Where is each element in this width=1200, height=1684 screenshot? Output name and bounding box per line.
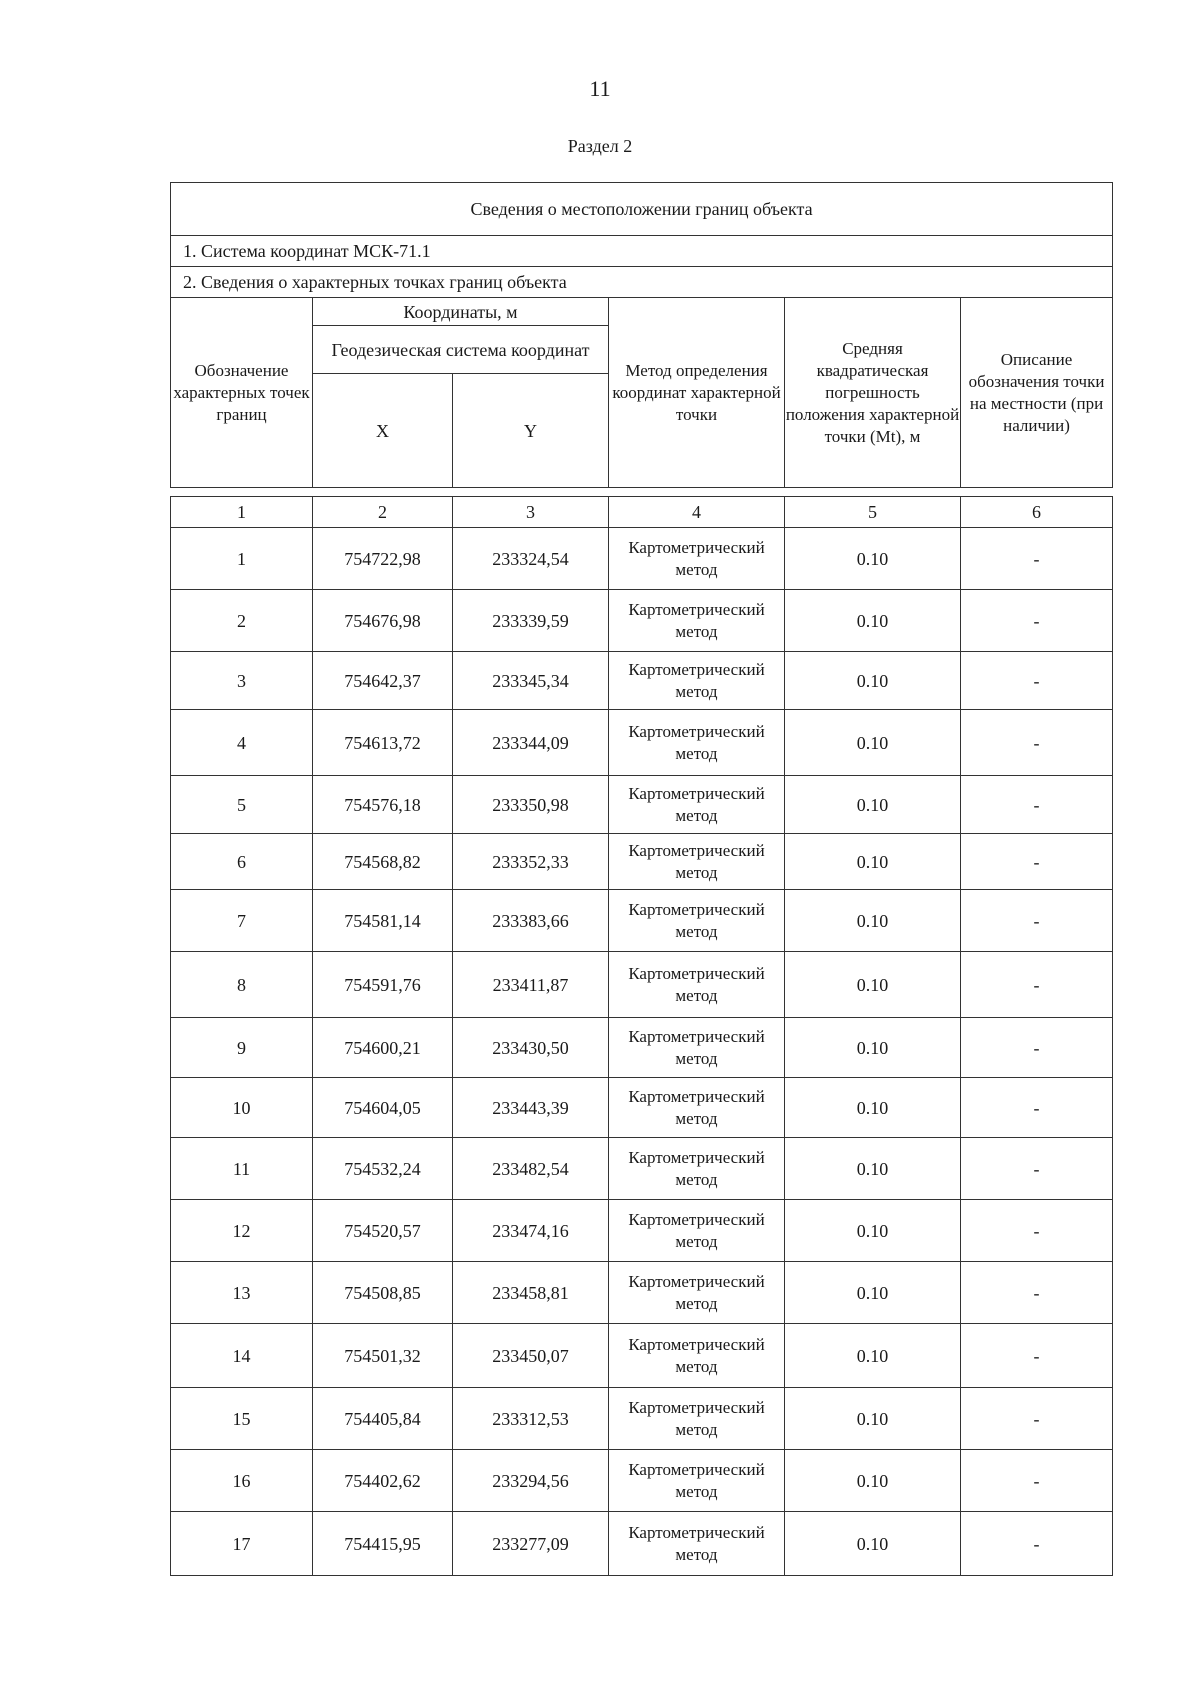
- description: -: [961, 834, 1113, 890]
- coordinate-y: 233277,09: [453, 1512, 609, 1576]
- method: Картометрический метод: [609, 652, 785, 710]
- column-number: 5: [785, 497, 961, 528]
- coordinate-y: 233474,16: [453, 1200, 609, 1262]
- coordinate-y: 233324,54: [453, 528, 609, 590]
- coordinate-x: 754591,76: [313, 952, 453, 1018]
- coordinate-x: 754576,18: [313, 776, 453, 834]
- header-accuracy: Средняя квадратическая погрешность положения характерной точки (Mt), м: [785, 298, 961, 488]
- coordinate-x: 754532,24: [313, 1138, 453, 1200]
- point-number: 13: [171, 1262, 313, 1324]
- column-number: 2: [313, 497, 453, 528]
- coordinate-y: 233482,54: [453, 1138, 609, 1200]
- coordinate-x: 754415,95: [313, 1512, 453, 1576]
- coordinate-y: 233294,56: [453, 1450, 609, 1512]
- section-title: Раздел 2: [567, 136, 633, 156]
- accuracy-value: 0.10: [785, 776, 961, 834]
- point-number: 15: [171, 1388, 313, 1450]
- table-title: Сведения о местоположении границ объекта: [171, 183, 1113, 236]
- accuracy-value: 0.10: [785, 1138, 961, 1200]
- accuracy-value: 0.10: [785, 1018, 961, 1078]
- accuracy-value: 0.10: [785, 952, 961, 1018]
- table-row: [171, 652, 1113, 710]
- method: Картометрический метод: [609, 834, 785, 890]
- description: -: [961, 590, 1113, 652]
- table-row: [171, 1262, 1113, 1324]
- coordinate-y: 233430,50: [453, 1018, 609, 1078]
- coordinate-y: 233350,98: [453, 776, 609, 834]
- description: -: [961, 1018, 1113, 1078]
- header-coordinates: Координаты, м: [313, 298, 609, 326]
- description: -: [961, 1078, 1113, 1138]
- column-number: 1: [171, 497, 313, 528]
- point-number: 3: [171, 652, 313, 710]
- coordinate-x: 754613,72: [313, 710, 453, 776]
- coordinate-y: 233345,34: [453, 652, 609, 710]
- description: -: [961, 710, 1113, 776]
- description: -: [961, 1262, 1113, 1324]
- coordinate-x: 754600,21: [313, 1018, 453, 1078]
- coordinate-y: 233458,81: [453, 1262, 609, 1324]
- coordinate-x: 754508,85: [313, 1262, 453, 1324]
- accuracy-value: 0.10: [785, 890, 961, 952]
- accuracy-value: 0.10: [785, 1450, 961, 1512]
- point-number: 7: [171, 890, 313, 952]
- table-row: [171, 1200, 1113, 1262]
- coordinate-system: 1. Система координат МСК-71.1: [171, 236, 1113, 267]
- table-row: [171, 1078, 1113, 1138]
- coordinate-x: 754676,98: [313, 590, 453, 652]
- coordinate-y: 233450,07: [453, 1324, 609, 1388]
- boundary-header-table: [170, 182, 1113, 488]
- description: -: [961, 1200, 1113, 1262]
- coordinate-x: 754722,98: [313, 528, 453, 590]
- description: -: [961, 1138, 1113, 1200]
- table-row: [171, 834, 1113, 890]
- method: Картометрический метод: [609, 890, 785, 952]
- table-row: [171, 776, 1113, 834]
- boundary-points-table: [170, 496, 1113, 1576]
- point-number: 17: [171, 1512, 313, 1576]
- header-method: Метод определения координат характерной точки: [609, 298, 785, 488]
- table-row: [171, 1388, 1113, 1450]
- accuracy-value: 0.10: [785, 1262, 961, 1324]
- point-number: 6: [171, 834, 313, 890]
- accuracy-value: 0.10: [785, 1388, 961, 1450]
- point-number: 5: [171, 776, 313, 834]
- accuracy-value: 0.10: [785, 710, 961, 776]
- coordinate-x: 754642,37: [313, 652, 453, 710]
- table-row: [171, 1324, 1113, 1388]
- method: Картометрический метод: [609, 1450, 785, 1512]
- table-row: [171, 528, 1113, 590]
- coordinate-x: 754501,32: [313, 1324, 453, 1388]
- table-row: [171, 710, 1113, 776]
- method: Картометрический метод: [609, 1200, 785, 1262]
- table-row: [171, 1450, 1113, 1512]
- accuracy-value: 0.10: [785, 1200, 961, 1262]
- point-number: 16: [171, 1450, 313, 1512]
- description: -: [961, 1388, 1113, 1450]
- description: -: [961, 890, 1113, 952]
- point-number: 2: [171, 590, 313, 652]
- method: Картометрический метод: [609, 590, 785, 652]
- method: Картометрический метод: [609, 710, 785, 776]
- accuracy-value: 0.10: [785, 1078, 961, 1138]
- description: -: [961, 776, 1113, 834]
- accuracy-value: 0.10: [785, 1512, 961, 1576]
- coordinate-y: 233339,59: [453, 590, 609, 652]
- description: -: [961, 1512, 1113, 1576]
- table-row: [171, 1138, 1113, 1200]
- method: Картометрический метод: [609, 1078, 785, 1138]
- table-row: [171, 1512, 1113, 1576]
- accuracy-value: 0.10: [785, 590, 961, 652]
- method: Картометрический метод: [609, 1018, 785, 1078]
- point-number: 10: [171, 1078, 313, 1138]
- header-point-designation: Обозначение характерных точек границ: [171, 298, 313, 488]
- coordinate-x: 754402,62: [313, 1450, 453, 1512]
- coordinate-x: 754581,14: [313, 890, 453, 952]
- point-number: 12: [171, 1200, 313, 1262]
- method: Картометрический метод: [609, 1324, 785, 1388]
- point-number: 8: [171, 952, 313, 1018]
- description: -: [961, 528, 1113, 590]
- header-y: Y: [453, 374, 609, 488]
- method: Картометрический метод: [609, 1512, 785, 1576]
- page-number: 11: [589, 76, 611, 101]
- header-description: Описание обозначения точки на местности (при наличии): [961, 298, 1113, 488]
- column-number: 4: [609, 497, 785, 528]
- coordinate-y: 233344,09: [453, 710, 609, 776]
- description: -: [961, 652, 1113, 710]
- method: Картометрический метод: [609, 528, 785, 590]
- method: Картометрический метод: [609, 1138, 785, 1200]
- point-number: 14: [171, 1324, 313, 1388]
- points-table-body: [171, 497, 1113, 1576]
- coordinate-y: 233443,39: [453, 1078, 609, 1138]
- coordinate-x: 754520,57: [313, 1200, 453, 1262]
- method: Картометрический метод: [609, 952, 785, 1018]
- table-row: [171, 1018, 1113, 1078]
- coordinate-y: 233411,87: [453, 952, 609, 1018]
- header-geodetic-system: Геодезическая система координат: [313, 326, 609, 374]
- method: Картометрический метод: [609, 1262, 785, 1324]
- description: -: [961, 1324, 1113, 1388]
- accuracy-value: 0.10: [785, 834, 961, 890]
- coordinate-x: 754604,05: [313, 1078, 453, 1138]
- coordinate-x: 754568,82: [313, 834, 453, 890]
- column-number: 3: [453, 497, 609, 528]
- description: -: [961, 1450, 1113, 1512]
- method: Картометрический метод: [609, 1388, 785, 1450]
- table-row: [171, 590, 1113, 652]
- point-number: 11: [171, 1138, 313, 1200]
- column-number: 6: [961, 497, 1113, 528]
- method: Картометрический метод: [609, 776, 785, 834]
- table-row: [171, 890, 1113, 952]
- accuracy-value: 0.10: [785, 1324, 961, 1388]
- description: -: [961, 952, 1113, 1018]
- coordinate-y: 233312,53: [453, 1388, 609, 1450]
- point-number: 4: [171, 710, 313, 776]
- column-number-row: [171, 497, 1113, 528]
- table-row: [171, 952, 1113, 1018]
- coordinate-x: 754405,84: [313, 1388, 453, 1450]
- accuracy-value: 0.10: [785, 528, 961, 590]
- accuracy-value: 0.10: [785, 652, 961, 710]
- header-x: X: [313, 374, 453, 488]
- coordinate-y: 233383,66: [453, 890, 609, 952]
- point-number: 9: [171, 1018, 313, 1078]
- coordinate-y: 233352,33: [453, 834, 609, 890]
- point-number: 1: [171, 528, 313, 590]
- points-info: 2. Сведения о характерных точках границ объекта: [171, 267, 1113, 298]
